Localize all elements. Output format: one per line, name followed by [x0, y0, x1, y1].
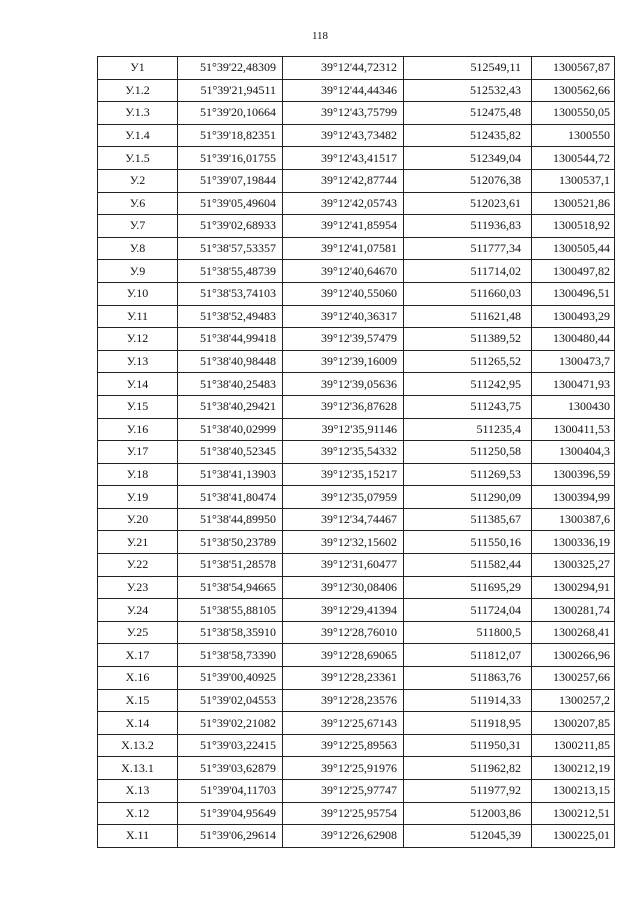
longitude-cell: 39°12'43,73482 [283, 124, 404, 147]
coordinates-table [97, 56, 615, 848]
latitude-cell: 51°39'07,19844 [178, 169, 283, 192]
longitude-cell: 39°12'40,64670 [283, 260, 404, 283]
x-coordinate-cell: 511914,33 [404, 689, 532, 712]
longitude-cell: 39°12'31,60477 [283, 554, 404, 577]
x-coordinate-cell: 511714,02 [404, 260, 532, 283]
point-id-cell: У.1.3 [98, 102, 178, 125]
longitude-cell: 39°12'25,97747 [283, 780, 404, 803]
point-id-cell: Х.11 [98, 825, 178, 848]
y-coordinate-cell: 1300430 [532, 395, 615, 418]
point-id-cell: У.11 [98, 305, 178, 328]
x-coordinate-cell: 511385,67 [404, 508, 532, 531]
latitude-cell: 51°38'57,53357 [178, 237, 283, 260]
latitude-cell: 51°39'02,04553 [178, 689, 283, 712]
y-coordinate-cell: 1300225,01 [532, 825, 615, 848]
table-row [98, 282, 615, 305]
y-coordinate-cell: 1300505,44 [532, 237, 615, 260]
point-id-cell: У.1.2 [98, 79, 178, 102]
table-row [98, 305, 615, 328]
latitude-cell: 51°38'55,48739 [178, 260, 283, 283]
page-number: 118 [311, 30, 329, 42]
latitude-cell: 51°39'05,49604 [178, 192, 283, 215]
y-coordinate-cell: 1300404,3 [532, 441, 615, 464]
latitude-cell: 51°38'51,28578 [178, 554, 283, 577]
latitude-cell: 51°38'44,99418 [178, 328, 283, 351]
x-coordinate-cell: 512076,38 [404, 169, 532, 192]
point-id-cell: У.23 [98, 576, 178, 599]
x-coordinate-cell: 511660,03 [404, 282, 532, 305]
point-id-cell: У.20 [98, 508, 178, 531]
y-coordinate-cell: 1300550 [532, 124, 615, 147]
x-coordinate-cell: 511242,95 [404, 373, 532, 396]
point-id-cell: У.1.5 [98, 147, 178, 170]
point-id-cell: Х.15 [98, 689, 178, 712]
longitude-cell: 39°12'30,08406 [283, 576, 404, 599]
latitude-cell: 51°39'06,29614 [178, 825, 283, 848]
table-row [98, 689, 615, 712]
latitude-cell: 51°38'58,35910 [178, 621, 283, 644]
y-coordinate-cell: 1300537,1 [532, 169, 615, 192]
latitude-cell: 51°39'04,11703 [178, 780, 283, 803]
table-row [98, 486, 615, 509]
point-id-cell: У.14 [98, 373, 178, 396]
latitude-cell: 51°38'40,02999 [178, 418, 283, 441]
x-coordinate-cell: 511695,29 [404, 576, 532, 599]
longitude-cell: 39°12'28,76010 [283, 621, 404, 644]
point-id-cell: Х.16 [98, 667, 178, 690]
y-coordinate-cell: 1300207,85 [532, 712, 615, 735]
point-id-cell: У.22 [98, 554, 178, 577]
x-coordinate-cell: 511269,53 [404, 463, 532, 486]
longitude-cell: 39°12'35,91146 [283, 418, 404, 441]
point-id-cell: У.19 [98, 486, 178, 509]
latitude-cell: 51°39'03,62879 [178, 757, 283, 780]
y-coordinate-cell: 1300544,72 [532, 147, 615, 170]
longitude-cell: 39°12'25,95754 [283, 802, 404, 825]
longitude-cell: 39°12'40,55060 [283, 282, 404, 305]
x-coordinate-cell: 511621,48 [404, 305, 532, 328]
longitude-cell: 39°12'39,16009 [283, 350, 404, 373]
table-row [98, 169, 615, 192]
table-row [98, 667, 615, 690]
y-coordinate-cell: 1300387,6 [532, 508, 615, 531]
latitude-cell: 51°39'21,94511 [178, 79, 283, 102]
y-coordinate-cell: 1300518,92 [532, 215, 615, 238]
y-coordinate-cell: 1300257,2 [532, 689, 615, 712]
latitude-cell: 51°38'50,23789 [178, 531, 283, 554]
point-id-cell: У.8 [98, 237, 178, 260]
longitude-cell: 39°12'34,74467 [283, 508, 404, 531]
x-coordinate-cell: 511777,34 [404, 237, 532, 260]
x-coordinate-cell: 512003,86 [404, 802, 532, 825]
x-coordinate-cell: 511918,95 [404, 712, 532, 735]
table-row [98, 780, 615, 803]
table-row [98, 260, 615, 283]
x-coordinate-cell: 511243,75 [404, 395, 532, 418]
longitude-cell: 39°12'25,91976 [283, 757, 404, 780]
point-id-cell: У.2 [98, 169, 178, 192]
y-coordinate-cell: 1300394,99 [532, 486, 615, 509]
point-id-cell: У.12 [98, 328, 178, 351]
longitude-cell: 39°12'26,62908 [283, 825, 404, 848]
x-coordinate-cell: 511582,44 [404, 554, 532, 577]
table-row [98, 350, 615, 373]
x-coordinate-cell: 512349,04 [404, 147, 532, 170]
table-row [98, 328, 615, 351]
y-coordinate-cell: 1300496,51 [532, 282, 615, 305]
y-coordinate-cell: 1300257,66 [532, 667, 615, 690]
table-row [98, 192, 615, 215]
table-row [98, 373, 615, 396]
point-id-cell: У.25 [98, 621, 178, 644]
longitude-cell: 39°12'36,87628 [283, 395, 404, 418]
y-coordinate-cell: 1300497,82 [532, 260, 615, 283]
latitude-cell: 51°39'20,10664 [178, 102, 283, 125]
longitude-cell: 39°12'32,15602 [283, 531, 404, 554]
table-row [98, 57, 615, 80]
longitude-cell: 39°12'41,85954 [283, 215, 404, 238]
table-row [98, 147, 615, 170]
point-id-cell: Х.13 [98, 780, 178, 803]
point-id-cell: У.7 [98, 215, 178, 238]
latitude-cell: 51°38'40,98448 [178, 350, 283, 373]
table-row [98, 621, 615, 644]
y-coordinate-cell: 1300294,91 [532, 576, 615, 599]
table-row [98, 599, 615, 622]
y-coordinate-cell: 1300562,66 [532, 79, 615, 102]
longitude-cell: 39°12'28,23576 [283, 689, 404, 712]
longitude-cell: 39°12'39,57479 [283, 328, 404, 351]
table-row [98, 237, 615, 260]
x-coordinate-cell: 511265,52 [404, 350, 532, 373]
table-row [98, 395, 615, 418]
latitude-cell: 51°38'40,25483 [178, 373, 283, 396]
x-coordinate-cell: 511800,5 [404, 621, 532, 644]
table-row [98, 531, 615, 554]
longitude-cell: 39°12'43,41517 [283, 147, 404, 170]
table-row [98, 734, 615, 757]
table-row [98, 463, 615, 486]
y-coordinate-cell: 1300471,93 [532, 373, 615, 396]
y-coordinate-cell: 1300473,7 [532, 350, 615, 373]
x-coordinate-cell: 512549,11 [404, 57, 532, 80]
latitude-cell: 51°39'02,21082 [178, 712, 283, 735]
table-row [98, 576, 615, 599]
y-coordinate-cell: 1300411,53 [532, 418, 615, 441]
latitude-cell: 51°38'40,29421 [178, 395, 283, 418]
point-id-cell: Х.17 [98, 644, 178, 667]
y-coordinate-cell: 1300396,59 [532, 463, 615, 486]
point-id-cell: У.9 [98, 260, 178, 283]
table-row [98, 79, 615, 102]
x-coordinate-cell: 512532,43 [404, 79, 532, 102]
latitude-cell: 51°38'41,80474 [178, 486, 283, 509]
longitude-cell: 39°12'44,72312 [283, 57, 404, 80]
y-coordinate-cell: 1300521,86 [532, 192, 615, 215]
y-coordinate-cell: 1300212,51 [532, 802, 615, 825]
x-coordinate-cell: 512435,82 [404, 124, 532, 147]
y-coordinate-cell: 1300268,41 [532, 621, 615, 644]
longitude-cell: 39°12'35,15217 [283, 463, 404, 486]
point-id-cell: У1 [98, 57, 178, 80]
table-row [98, 802, 615, 825]
latitude-cell: 51°39'02,68933 [178, 215, 283, 238]
point-id-cell: Х.13.1 [98, 757, 178, 780]
latitude-cell: 51°38'52,49483 [178, 305, 283, 328]
longitude-cell: 39°12'42,05743 [283, 192, 404, 215]
y-coordinate-cell: 1300493,29 [532, 305, 615, 328]
longitude-cell: 39°12'35,54332 [283, 441, 404, 464]
latitude-cell: 51°39'22,48309 [178, 57, 283, 80]
table-row [98, 508, 615, 531]
y-coordinate-cell: 1300281,74 [532, 599, 615, 622]
x-coordinate-cell: 511550,16 [404, 531, 532, 554]
latitude-cell: 51°38'53,74103 [178, 282, 283, 305]
longitude-cell: 39°12'35,07959 [283, 486, 404, 509]
y-coordinate-cell: 1300480,44 [532, 328, 615, 351]
table-row [98, 441, 615, 464]
latitude-cell: 51°39'18,82351 [178, 124, 283, 147]
longitude-cell: 39°12'25,89563 [283, 734, 404, 757]
x-coordinate-cell: 511389,52 [404, 328, 532, 351]
point-id-cell: У.1.4 [98, 124, 178, 147]
table-row [98, 712, 615, 735]
longitude-cell: 39°12'39,05636 [283, 373, 404, 396]
point-id-cell: Х.13.2 [98, 734, 178, 757]
x-coordinate-cell: 511290,09 [404, 486, 532, 509]
x-coordinate-cell: 511235,4 [404, 418, 532, 441]
longitude-cell: 39°12'42,87744 [283, 169, 404, 192]
table-row [98, 554, 615, 577]
y-coordinate-cell: 1300211,85 [532, 734, 615, 757]
longitude-cell: 39°12'43,75799 [283, 102, 404, 125]
latitude-cell: 51°38'44,89950 [178, 508, 283, 531]
point-id-cell: У.10 [98, 282, 178, 305]
x-coordinate-cell: 511977,92 [404, 780, 532, 803]
x-coordinate-cell: 512023,61 [404, 192, 532, 215]
point-id-cell: Х.14 [98, 712, 178, 735]
y-coordinate-cell: 1300213,15 [532, 780, 615, 803]
latitude-cell: 51°39'04,95649 [178, 802, 283, 825]
latitude-cell: 51°39'03,22415 [178, 734, 283, 757]
x-coordinate-cell: 511250,58 [404, 441, 532, 464]
latitude-cell: 51°39'16,01755 [178, 147, 283, 170]
coordinates-table-body [98, 57, 615, 848]
longitude-cell: 39°12'44,44346 [283, 79, 404, 102]
point-id-cell: У.15 [98, 395, 178, 418]
latitude-cell: 51°38'58,73390 [178, 644, 283, 667]
longitude-cell: 39°12'40,36317 [283, 305, 404, 328]
latitude-cell: 51°38'40,52345 [178, 441, 283, 464]
x-coordinate-cell: 511962,82 [404, 757, 532, 780]
longitude-cell: 39°12'29,41394 [283, 599, 404, 622]
longitude-cell: 39°12'25,67143 [283, 712, 404, 735]
y-coordinate-cell: 1300266,96 [532, 644, 615, 667]
x-coordinate-cell: 511950,31 [404, 734, 532, 757]
table-row [98, 757, 615, 780]
x-coordinate-cell: 512045,39 [404, 825, 532, 848]
table-row [98, 418, 615, 441]
latitude-cell: 51°38'54,94665 [178, 576, 283, 599]
y-coordinate-cell: 1300325,27 [532, 554, 615, 577]
table-row [98, 124, 615, 147]
point-id-cell: У.24 [98, 599, 178, 622]
x-coordinate-cell: 511936,83 [404, 215, 532, 238]
longitude-cell: 39°12'28,69065 [283, 644, 404, 667]
y-coordinate-cell: 1300567,87 [532, 57, 615, 80]
point-id-cell: У.6 [98, 192, 178, 215]
point-id-cell: У.18 [98, 463, 178, 486]
point-id-cell: У.13 [98, 350, 178, 373]
longitude-cell: 39°12'28,23361 [283, 667, 404, 690]
y-coordinate-cell: 1300550,05 [532, 102, 615, 125]
table-row [98, 215, 615, 238]
y-coordinate-cell: 1300212,19 [532, 757, 615, 780]
table-row [98, 825, 615, 848]
x-coordinate-cell: 511724,04 [404, 599, 532, 622]
x-coordinate-cell: 511812,07 [404, 644, 532, 667]
latitude-cell: 51°39'00,40925 [178, 667, 283, 690]
point-id-cell: У.17 [98, 441, 178, 464]
point-id-cell: Х.12 [98, 802, 178, 825]
x-coordinate-cell: 511863,76 [404, 667, 532, 690]
table-row [98, 644, 615, 667]
x-coordinate-cell: 512475,48 [404, 102, 532, 125]
point-id-cell: У.21 [98, 531, 178, 554]
longitude-cell: 39°12'41,07581 [283, 237, 404, 260]
latitude-cell: 51°38'55,88105 [178, 599, 283, 622]
point-id-cell: У.16 [98, 418, 178, 441]
table-row [98, 102, 615, 125]
y-coordinate-cell: 1300336,19 [532, 531, 615, 554]
latitude-cell: 51°38'41,13903 [178, 463, 283, 486]
